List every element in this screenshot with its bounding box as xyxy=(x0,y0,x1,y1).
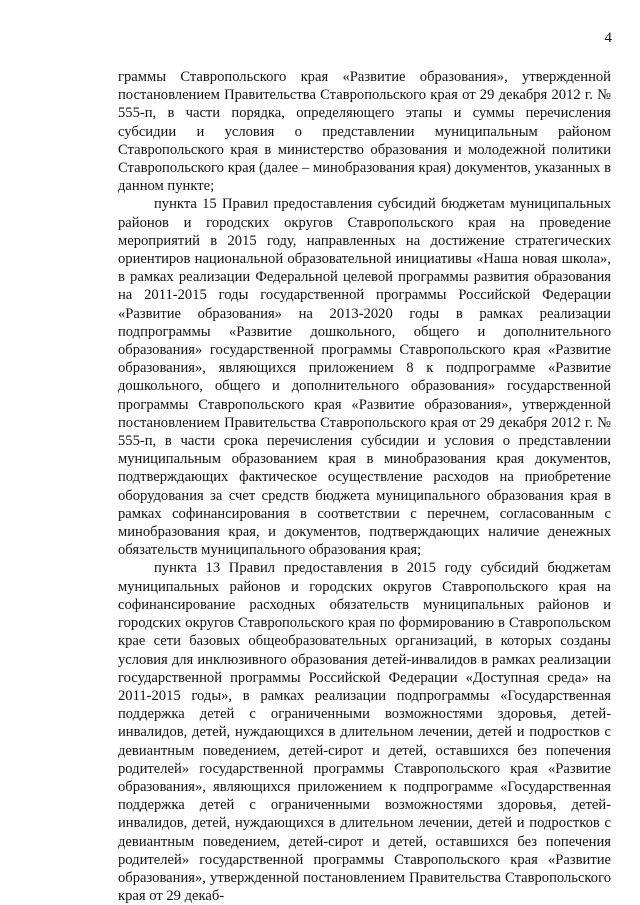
document-body xyxy=(118,68,611,905)
page-number: 4 xyxy=(604,30,612,46)
paragraph-continuation: граммы Ставропольского края «Развитие образования», утвержденной постановлением Правительства Ставропольского края от 29 декабря 2012 г. № 555-п, в части порядка, определяющего этапы и суммы перечисления субсидии и условия о представлении муниципальным районом Ставропольского края в министерство образования и молодежной политики Ставропольского края (далее – минобразования края) документов, указанных в данном пункте; xyxy=(118,69,611,195)
paragraph-point-13: пункта 13 Правил предоставления в 2015 году субсидий бюджетам муниципальных районов и городских округов Ставропольского края на софинансирование расходных обязательств муниципальных районов и городских округов Ставропольского края по формированию в Ставропольском крае сети базовых общеобразовательных организаций, в которых созданы условия для инклюзивного образования детей-инвалидов в рамках реализации государственной программы Российской Федерации «Доступная среда» на 2011-2015 годы», в рамках реализации подпрограммы «Государственная поддержка детей с ограниченными возможностями здоровья, детей-инвалидов, детей, нуждающихся в длительном лечении, детей и подростков с девиантным поведением, детей-сирот и детей, оставшихся без попечения родителей» государственной программы Ставропольского края «Развитие образования», являющихся приложением к подпрограмме «Государственная поддержка детей с ограниченными возможностями здоровья, детей-инвалидов, детей, нуждающихся в длительном лечении, детей и подростков с девиантным поведением, детей-сирот и детей, оставшихся без попечения родителей» государственной программы Ставропольского края «Развитие образования», утвержденной постановлением Правительства Ставропольского края от 29 декаб- xyxy=(118,560,611,905)
paragraph-point-15: пункта 15 Правил предоставления субсидий бюджетам муниципальных районов и городских округов Ставропольского края на проведение мероприятий в 2015 году, направленных на достижение стратегических ориентиров национальной образовательной инициативы «Наша новая школа», в рамках реализации Федеральной целевой программы развития образования на 2011-2015 годы государственной программы Российской Федерации «Развитие образования» на 2013-2020 годы в рамках реализации подпрограммы «Развитие дошкольного, общего и дополнительного образования» государственной программы Ставропольского края «Развитие образования», являющихся приложением 8 к подпрограмме «Развитие дошкольного, общего и дополнительного образования» государственной программы Ставропольского края «Развитие образования», утвержденной постановлением Правительства Ставропольского края от 29 декабря 2012 г. № 555-п, в части срока перечисления субсидии и условия о представлении муниципальным образованием края в минобразования края документов, подтверждающих фактическое осуществление расходов на приобретение оборудования за счет средств бюджета муниципального образования края в рамках софинансирования в соответствии с перечнем, согласованным с минобразования края, и документов, подтверждающих наличие денежных обязательств муниципального образования края; xyxy=(118,196,611,559)
